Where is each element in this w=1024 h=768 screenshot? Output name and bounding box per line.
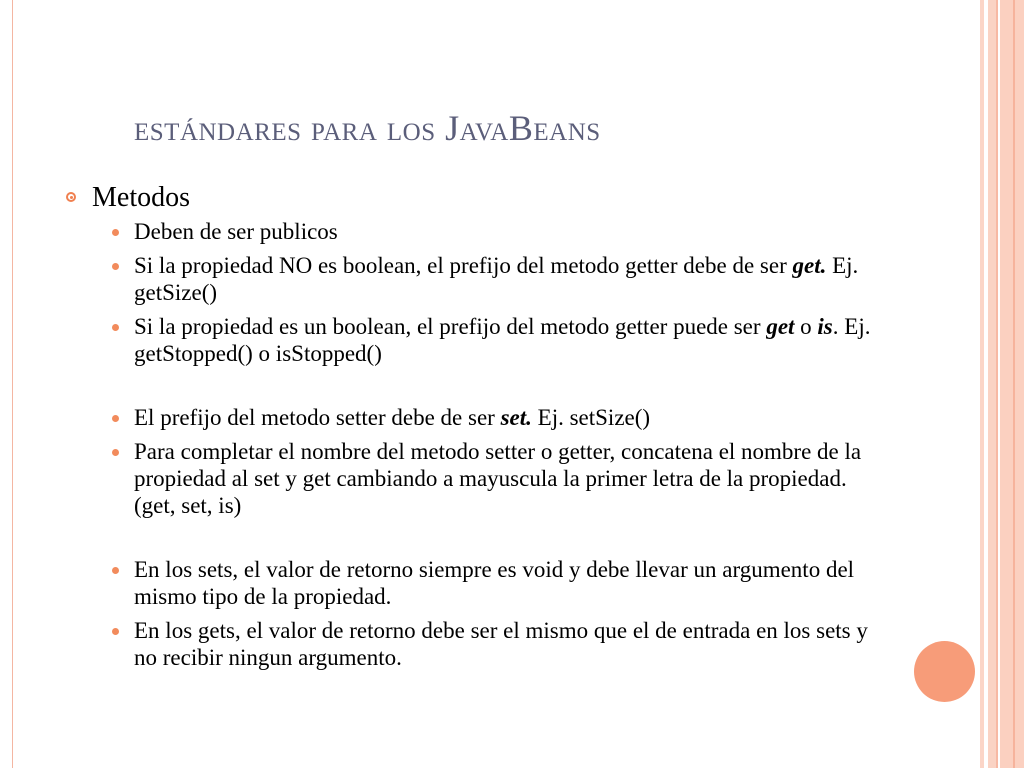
- spacer: [66, 374, 926, 404]
- bullet-dot-icon: [112, 567, 119, 574]
- bullet-text: o: [794, 314, 818, 339]
- bullet-text: Deben de ser publicos: [134, 219, 338, 244]
- heading-text: Metodos: [92, 182, 190, 213]
- bullet-text: Para completar el nombre del metodo setter o getter, concatena el nombre de la propiedad al set y get cambiando a mayuscula la primer letra de la propiedad. (get, set, is): [134, 439, 862, 518]
- keyword: get.: [792, 253, 827, 278]
- bullet-text: En los gets, el valor de retorno debe ser el mismo que el de entrada en los sets y no recibir ningun argumento.: [134, 618, 868, 670]
- bullet-text: En los sets, el valor de retorno siempre es void y debe llevar un argumento del mismo tipo de la propiedad.: [134, 557, 855, 609]
- bullet-text: Ej. setSize(): [531, 405, 651, 430]
- slide-title: estándares para los JavaBeans: [134, 108, 601, 148]
- bullet-dot-icon: [112, 263, 119, 270]
- list-item: [66, 404, 874, 431]
- right-frame-line: [996, 0, 998, 768]
- right-frame-line: [1013, 0, 1015, 768]
- heading-bullet: [66, 180, 926, 216]
- list-item: [66, 313, 874, 367]
- left-frame-line: [12, 0, 13, 768]
- bullet-text: . Ej. getStopped() o isStopped(): [134, 314, 871, 366]
- bullet-text: El prefijo del metodo setter debe de ser: [134, 405, 501, 430]
- bullet-dot-icon: [112, 415, 119, 422]
- keyword: is: [817, 314, 833, 339]
- list-item: [66, 617, 874, 671]
- right-frame-band: [1000, 0, 1024, 768]
- bullet-circle-icon: [66, 192, 76, 202]
- list-item: [66, 252, 874, 306]
- list-item: [66, 556, 874, 610]
- bullet-text: Ej. getSize(): [134, 253, 859, 305]
- slide-content: [66, 180, 926, 678]
- spacer: [66, 526, 926, 556]
- bullet-dot-icon: [112, 324, 119, 331]
- keyword: set.: [500, 405, 532, 430]
- right-frame-stripe: [988, 0, 996, 768]
- bullet-dot-icon: [112, 449, 119, 456]
- bullet-text: Si la propiedad NO es boolean, el prefijo del metodo getter debe de ser: [134, 253, 793, 278]
- keyword: get: [766, 314, 795, 339]
- list-item: [66, 218, 874, 245]
- bullet-text: Si la propiedad es un boolean, el prefijo del metodo getter puede ser: [134, 314, 767, 339]
- bullet-dot-icon: [112, 628, 119, 635]
- right-frame-stripe: [980, 0, 984, 768]
- list-item: [66, 438, 874, 519]
- bullet-dot-icon: [112, 229, 119, 236]
